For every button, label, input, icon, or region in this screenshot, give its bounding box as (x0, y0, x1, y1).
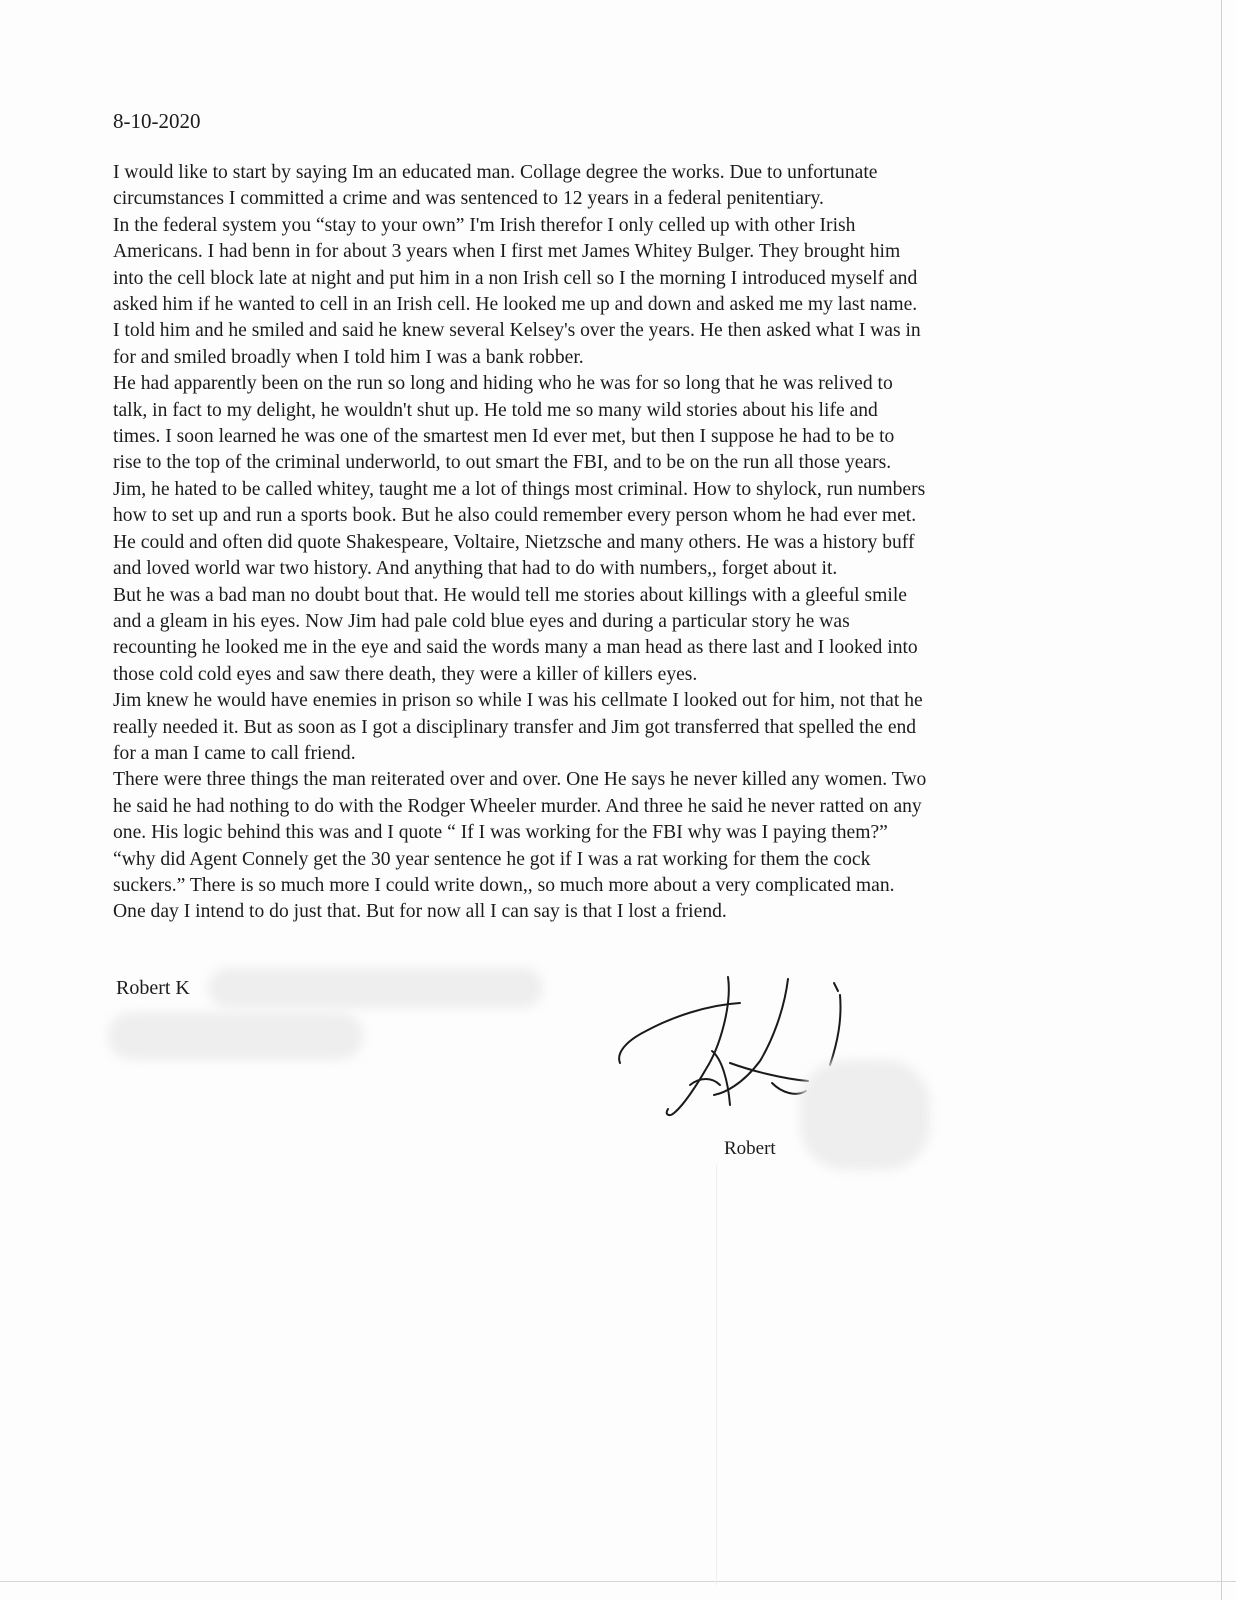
body-line: He had apparently been on the run so long and hiding who he was for so long that he was relived to (113, 373, 893, 395)
body-line: There were three things the man reiterated over and over. One He says he never killed any women. Two (113, 769, 927, 791)
page-edge-bottom (0, 1581, 1236, 1582)
body-line: He could and often did quote Shakespeare, Voltaire, Nietzsche and many others. He was a history buff (113, 531, 915, 553)
signature-caption: Robert (724, 1138, 776, 1159)
body-line: Americans. I had benn in for about 3 years when I first met James Whitey Bulger. They brought him (113, 241, 901, 263)
printed-name: Robert K (116, 977, 190, 999)
body-line: One day I intend to do just that. But for now all I can say is that I lost a friend. (113, 901, 727, 923)
body-line: asked him if he wanted to cell in an Irish cell. He looked me up and down and asked me my last name. (113, 294, 918, 316)
body-line: Jim, he hated to be called whitey, taught me a lot of things most criminal. How to shylock, run numbers (113, 478, 926, 500)
redaction-smudge (208, 968, 543, 1008)
body-line: “why did Agent Connely get the 30 year sentence he got if I was a rat working for them the cock (113, 848, 871, 870)
letter-date: 8-10-2020 (113, 109, 201, 133)
page-edge-right (1221, 0, 1222, 1600)
body-line: rise to the top of the criminal underworld, to out smart the FBI, and to be on the run all those years. (113, 452, 892, 474)
letter-body (113, 160, 1103, 926)
body-line: I told him and he smiled and said he knew several Kelsey's over the years. He then asked what I was in (113, 320, 921, 342)
body-line: and loved world war two history. And anything that had to do with numbers,, forget about it. (113, 558, 838, 580)
body-line: how to set up and run a sports book. But he also could remember every person whom he had ever met. (113, 505, 917, 527)
body-line: into the cell block late at night and put him in a non Irish cell so I the morning I introduced myself and (113, 267, 918, 289)
body-line: for a man I came to call friend. (113, 742, 356, 764)
body-line: really needed it. But as soon as I got a disciplinary transfer and Jim got transferred that spelled the end (113, 716, 917, 738)
redaction-smudge (800, 1060, 930, 1170)
body-line: talk, in fact to my delight, he wouldn't shut up. He told me so many wild stories about his life and (113, 399, 878, 421)
body-line: he said he had nothing to do with the Rodger Wheeler murder. And three he said he never ratted on any (113, 795, 922, 817)
body-line: and a gleam in his eyes. Now Jim had pale cold blue eyes and during a particular story he was (113, 610, 850, 632)
body-line: Jim knew he would have enemies in prison so while I was his cellmate I looked out for him, not that he (113, 690, 923, 712)
body-line: circumstances I committed a crime and was sentenced to 12 years in a federal penitentiary. (113, 188, 824, 210)
body-line: for and smiled broadly when I told him I was a bank robber. (113, 346, 584, 368)
body-line: those cold cold eyes and saw there death, they were a killer of killers eyes. (113, 663, 698, 685)
body-line: times. I soon learned he was one of the smartest men Id ever met, but then I suppose he had to be to (113, 426, 895, 448)
body-line: I would like to start by saying Im an educated man. Collage degree the works. Due to unfortunate (113, 162, 878, 183)
redaction-smudge (108, 1012, 363, 1060)
body-line: In the federal system you “stay to your own” I'm Irish therefor I only celled up with other Irish (113, 214, 856, 236)
body-line: recounting he looked me in the eye and said the words many a man head as there last and I looked into (113, 637, 918, 659)
body-line: But he was a bad man no doubt bout that. He would tell me stories about killings with a gleeful smile (113, 584, 907, 606)
body-line: suckers.” There is so much more I could write down,, so much more about a very complicated man. (113, 874, 895, 896)
body-line: one. His logic behind this was and I quote “ If I was working for the FBI why was I paying them?” (113, 822, 888, 844)
paper-crease (716, 1165, 717, 1585)
